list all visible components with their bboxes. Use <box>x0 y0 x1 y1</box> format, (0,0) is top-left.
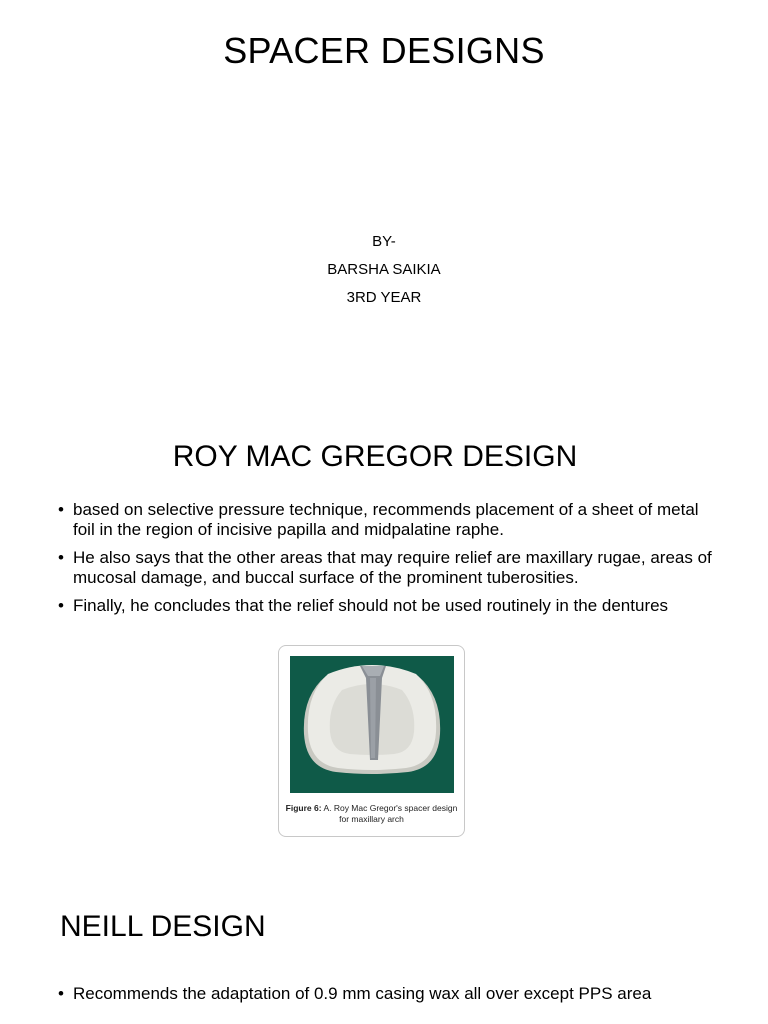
bullet-item: • He also says that the other areas that may require relief are maxillary rugae, areas of mucosal damage, and buccal surface of the prominent tuberosities. <box>58 548 718 588</box>
bullet-list <box>58 984 718 1004</box>
bullet-item: • based on selective pressure technique, recommends placement of a sheet of metal foil in the region of incisive papilla and midpalatine raphe. <box>58 500 718 540</box>
author-by-label: BY- <box>372 233 396 250</box>
section-title: NEILL DESIGN <box>60 910 266 943</box>
maxillary-cast-image <box>290 656 454 793</box>
bullet-item: • Finally, he concludes that the relief should not be used routinely in the dentures <box>58 596 718 616</box>
figure-caption <box>283 803 460 825</box>
section-title: ROY MAC GREGOR DESIGN <box>172 440 578 473</box>
author-year: 3RD YEAR <box>346 289 422 306</box>
author-block <box>0 228 768 312</box>
figure-caption-text: A. Roy Mac Gregor's spacer design for maxillary arch <box>321 803 458 824</box>
bullet-item: • Recommends the adaptation of 0.9 mm casing wax all over except PPS area <box>58 984 718 1004</box>
bullet-list <box>58 500 718 624</box>
roy-mac-gregor-slide <box>0 420 768 870</box>
presentation-title: SPACER DESIGNS <box>223 30 545 71</box>
figure-caption-label: Figure 6: <box>285 803 322 813</box>
figure-card <box>278 645 465 837</box>
title-slide <box>0 0 768 420</box>
figure-photo <box>290 656 454 793</box>
neill-design-slide <box>0 870 768 1024</box>
author-name: BARSHA SAIKIA <box>327 261 441 278</box>
